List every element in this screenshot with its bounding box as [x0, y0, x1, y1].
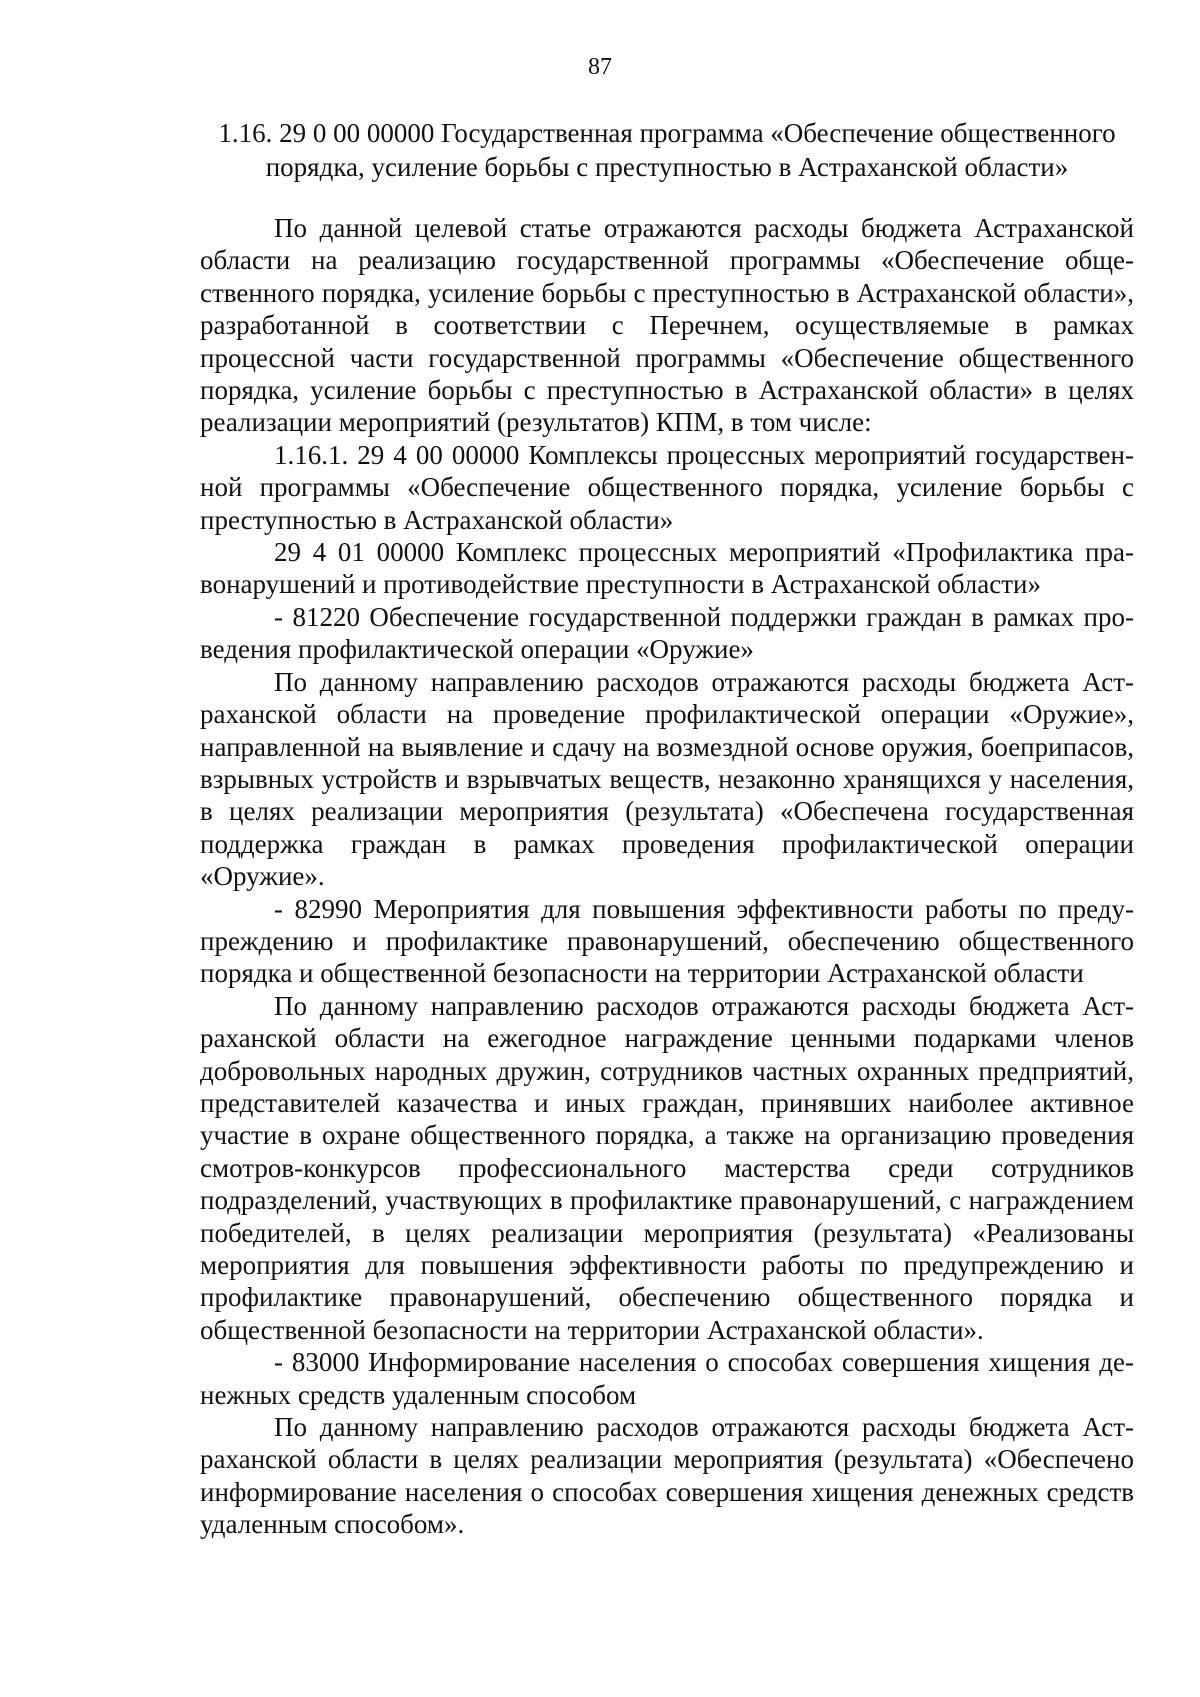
paragraph-description-83000: По данному направлению расходов отражаются расходы бюджета Астраханской области в целях реализации мероприятия (результата) «Обеспечено информирование населения о способах совершения хищения денежных средств удаленным способом».	[200, 1412, 1134, 1540]
paragraph-complex-29-4-01: 29 4 01 00000 Комплекс процессных мероприятий «Профилактика правонарушений и противодействие преступности в Астраханской области»	[200, 537, 1134, 600]
page-number: 87	[588, 54, 612, 80]
paragraph-intro: По данной целевой статье отражаются расходы бюджета Астраханской области на реализацию государственной программы «Обеспечение общественного порядка, усиление борьбы с преступностью в Астраханской области», разработанной в соответствии с Перечнем, осуществляемые в рамках процессной части государственной программы «Обеспечение общественного порядка, усиление борьбы с преступностью в Астраханской области» в целях реализации мероприятий (результатов) КПМ, в том числе:	[200, 213, 1134, 438]
paragraph-item-83000: - 83000 Информирование населения о способах совершения хищения денежных средств удаленным способом	[200, 1347, 1134, 1410]
document-body	[200, 212, 1134, 1541]
paragraph-description-81220: По данному направлению расходов отражаются расходы бюджета Астраханской области на проведение профилактической операции «Оружие», направленной на выявление и сдачу на возмездной основе оружия, боеприпасов, взрывных устройств и взрывчатых веществ, незаконно хранящихся у населения, в целях реализации мероприятия (результата) «Обеспечена государственная поддержка граждан в рамках проведения профилактической операции «Оружие».	[200, 666, 1134, 892]
paragraph-description-82990: По данному направлению расходов отражаются расходы бюджета Астраханской области на ежегодное награждение ценными подарками членов добровольных народных дружин, сотрудников частных охранных предприятий, представителей казачества и иных граждан, принявших наиболее активное участие в охране общественного порядка, а также на организацию проведения смотров-конкурсов профессионального мастерства среди сотрудников подразделений, участвующих в профилактике правонарушений, с награждением победителей, в целях реализации мероприятия (результата) «Реализованы мероприятия для повышения эффективности работы по предупреждению и профилактике правонарушений, обеспечению общественного порядка и общественной безопасности на территории Астраханской области».	[200, 990, 1134, 1345]
paragraph-item-82990: - 82990 Мероприятия для повышения эффективности работы по предупреждению и профилактике правонарушений, обеспечению общественного порядка и общественной безопасности на территории Астраханской области	[200, 893, 1134, 989]
paragraph-item-81220: - 81220 Обеспечение государственной поддержки граждан в рамках проведения профилактической операции «Оружие»	[200, 601, 1134, 665]
section-heading: 1.16. 29 0 00 00000 Государственная программа «Обеспечение общественного порядка, усиление борьбы с преступностью в Астраханской области»	[218, 118, 1116, 182]
paragraph-subsection-1-16-1: 1.16.1. 29 4 00 00000 Комплексы процессных мероприятий государственной программы «Обеспечение общественного порядка, усиление борьбы с преступностью в Астраханской области»	[200, 439, 1134, 535]
